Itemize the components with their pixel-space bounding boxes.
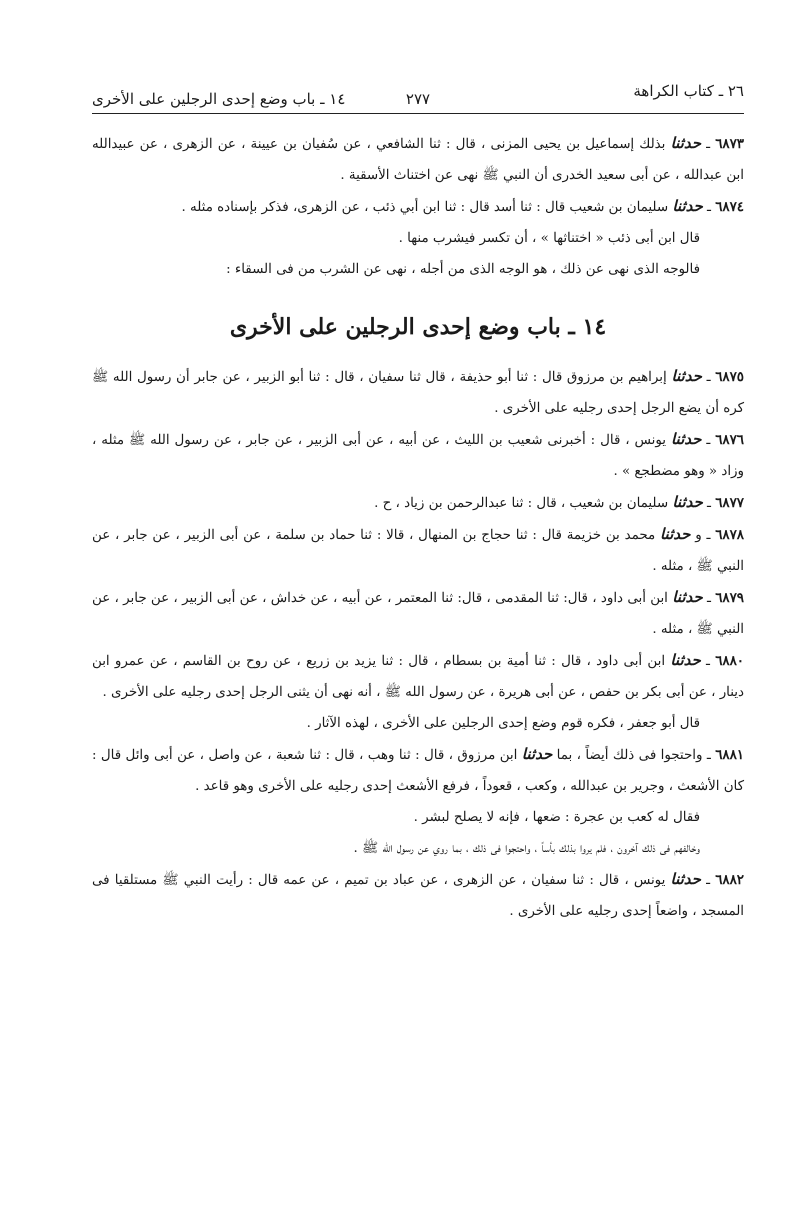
- hadith-prefix: و: [695, 528, 702, 543]
- commentary-text: فالوجه الذى نهى عن ذلك ، هو الوجه الذى من أجله ، نهى عن الشرب من فى السقاء :: [226, 262, 700, 277]
- hadith-text: إبراهيم بن مرزوق قال : ثنا أبو حذيفة ، قال ثنا سفيان ، قال : ثنا أبو الزبير ، عن جابر أن رسول الله ﷺ كره أن يضع الرجل إحدى رجليه على الأخرى .: [92, 370, 744, 416]
- keyword-haddathana: حدثنا: [672, 493, 703, 511]
- hadith-paragraph: ٦٨٧٣ ـ حدثنا بذلك إسماعيل بن يحيى المزنى ، قال : ثنا الشافعي ، عن سُفيان بن عيينة ، عن الزهرى ، عن عبيدالله ابن عبدالله ، عن أبى سعيد الخدرى أن النبي ﷺ نهى عن اختناث الأسقية .: [92, 134, 745, 183]
- hadith-number: ٦٨٨١: [715, 747, 744, 763]
- commentary-paragraph: [92, 802, 744, 833]
- hadith-number: ٦٨٨٠: [715, 653, 745, 669]
- hadith-text: ابن مرزوق ، قال : ثنا وهب ، قال : ثنا شعبة ، عن واصل ، عن أبى وائل قال : كان الأشعث ، وجرير بن عبدالله ، وكعب ، قعوداً ، فرفع الأشعث إحدى رجليه على الأخرى وهو قاعد .: [92, 748, 744, 794]
- hadith-paragraph: ٦٨٨٠ ـ حدثنا ابن أبى داود ، قال : ثنا أمية بن بسطام ، قال : ثنا يزيد بن زريع ، عن روح بن القاسم ، عن عمرو ابن دينار ، عن أبى بكر بن حفص ، عن أبى هريرة ، عن رسول الله ﷺ ، أنه نهى أن يثنى الرجل إحدى رجليه على الأخرى .: [92, 651, 745, 700]
- keyword-haddathana: حدثنا: [670, 430, 702, 448]
- hadith-number: ٦٨٧٣: [715, 136, 745, 152]
- header-section: ١٤ ـ باب وضع إحدى الرجلين على الأخرى: [92, 90, 346, 108]
- commentary-text: فقال له كعب بن عجرة : ضعها ، فإنه لا يصلح لبشر .: [413, 810, 700, 825]
- keyword-haddathana: حدثنا: [671, 367, 702, 385]
- hadith-prefix: واحتجوا فى ذلك أيضاً ، بما: [556, 748, 703, 763]
- keyword-haddathana: حدثنا: [670, 870, 701, 888]
- keyword-haddathana: حدثنا: [659, 525, 691, 543]
- keyword-haddathana: حدثنا: [670, 134, 701, 152]
- hadith-paragraph: ٦٨٨٢ ـ حدثنا يونس ، قال : ثنا سفيان ، عن الزهرى ، عن عباد بن تميم ، عن عمه قال : رأيت النبي ﷺ مستلقيا فى المسجد ، واضعاً إحدى رجليه على الأخرى .: [92, 870, 744, 919]
- commentary-paragraph: [92, 254, 744, 285]
- header-rule: [92, 113, 744, 114]
- commentary-text: قال ابن أبى ذئب « اختناثها » ، أن تكسر فيشرب منها .: [398, 231, 700, 246]
- hadith-text: يونس ، قال : أخبرنى شعيب بن الليث ، عن أبيه ، عن أبى الزبير ، عن جابر ، عن رسول الله ﷺ مثله ، وزاد « وهو مضطجع » .: [92, 433, 744, 479]
- hadith-text: سليمان بن شعيب ، قال : ثنا عبدالرحمن بن زياد ، ح .: [374, 496, 669, 511]
- hadith-paragraph: ٦٨٧٧ ـ حدثنا سليمان بن شعيب ، قال : ثنا عبدالرحمن بن زياد ، ح .: [374, 493, 744, 511]
- hadith-number: ٦٨٧٤: [715, 199, 744, 215]
- keyword-haddathana: حدثنا: [670, 651, 701, 669]
- hadith-number: ٦٨٧٧: [715, 495, 744, 511]
- hadith-paragraph: ٦٨٨١ ـ واحتجوا فى ذلك أيضاً ، بما حدثنا ابن مرزوق ، قال : ثنا وهب ، قال : ثنا شعبة ، عن واصل ، عن أبى وائل قال : كان الأشعث ، وجرير بن عبدالله ، وكعب ، قعوداً ، فرفع الأشعث إحدى رجليه على الأخرى وهو قاعد .: [92, 745, 744, 794]
- hadith-paragraph: ٦٨٧٨ ـ و حدثنا محمد بن خزيمة قال : ثنا حجاج بن المنهال ، قالا : ثنا حماد بن سلمة ، عن أبى الزبير ، عن جابر ، عن النبي ﷺ ، مثله .: [92, 525, 744, 574]
- hadith-text: ابن أبى داود ، قال: ثنا المقدمى ، قال: ثنا المعتمر ، عن أبيه ، عن خداش ، عن أبى الزبير ، عن جابر ، عن النبي ﷺ ، مثله .: [92, 591, 744, 637]
- hadith-number: ٦٨٧٦: [715, 432, 744, 448]
- keyword-haddathana: حدثنا: [521, 745, 553, 763]
- hadith-text: يونس ، قال : ثنا سفيان ، عن الزهرى ، عن عباد بن تميم ، عن عمه قال : رأيت النبي ﷺ مستلقيا فى المسجد ، واضعاً إحدى رجليه على الأخرى .: [92, 873, 744, 919]
- commentary-paragraph: [92, 708, 744, 739]
- page-body: [92, 128, 744, 927]
- hadith-text: بذلك إسماعيل بن يحيى المزنى ، قال : ثنا الشافعي ، عن سُفيان بن عيينة ، عن الزهرى ، عن عبيدالله ابن عبدالله ، عن أبى سعيد الخدرى أن النبي ﷺ نهى عن اختناث الأسقية .: [92, 137, 744, 183]
- commentary-paragraph: [92, 223, 744, 254]
- hadith-text: محمد بن خزيمة قال : ثنا حجاج بن المنهال ، قالا : ثنا حماد بن سلمة ، عن أبى الزبير ، عن جابر ، عن النبي ﷺ ، مثله .: [92, 528, 744, 574]
- hadith-number: ٦٨٧٨: [715, 527, 744, 543]
- keyword-haddathana: حدثنا: [672, 197, 703, 215]
- keyword-haddathana: حدثنا: [672, 588, 703, 606]
- commentary-text: قال أبو جعفر ، فكره قوم وضع إحدى الرجلين على الأخرى ، لهذه الآثار .: [306, 716, 700, 731]
- hadith-paragraph: ٦٨٧٩ ـ حدثنا ابن أبى داود ، قال: ثنا المقدمى ، قال: ثنا المعتمر ، عن أبيه ، عن خداش ، عن أبى الزبير ، عن جابر ، عن النبي ﷺ ، مثله .: [92, 588, 744, 637]
- hadith-text: سليمان بن شعيب قال : ثنا أسد قال : ثنا ابن أبي ذئب ، عن الزهرى، فذكر بإسناده مثله .: [181, 200, 669, 215]
- hadith-text: ابن أبى داود ، قال : ثنا أمية بن بسطام ، قال : ثنا يزيد بن زريع ، عن روح بن القاسم ، عن عمرو ابن دينار ، عن أبى بكر بن حفص ، عن أبى هريرة ، عن رسول الله ﷺ ، أنه نهى أن يثنى الرجل إحدى رجليه على الأخرى .: [92, 654, 744, 700]
- running-header: [92, 78, 744, 112]
- hadith-paragraph: ٦٨٧٥ ـ حدثنا إبراهيم بن مرزوق قال : ثنا أبو حذيفة ، قال ثنا سفيان ، قال : ثنا أبو الزبير ، عن جابر أن رسول الله ﷺ كره أن يضع الرجل إحدى رجليه على الأخرى .: [92, 367, 744, 416]
- commentary-text: وخالفهم فى ذلك آخرون ، فلم يروا بذلك بأساً ، واحتجوا فى ذلك ، بما روي عن رسول الله ﷺ .: [353, 841, 700, 856]
- hadith-number: ٦٨٧٥: [715, 369, 744, 385]
- hadith-number: ٦٨٧٩: [715, 590, 744, 606]
- hadith-number: ٦٨٨٢: [715, 872, 744, 888]
- hadith-paragraph: ٦٨٧٤ ـ حدثنا سليمان بن شعيب قال : ثنا أسد قال : ثنا ابن أبي ذئب ، عن الزهرى، فذكر بإسناده مثله .: [181, 197, 744, 215]
- commentary-paragraph: [92, 833, 744, 864]
- section-title: ١٤ ـ باب وضع إحدى الرجلين على الأخرى: [229, 314, 607, 340]
- page-number: ٢٧٧: [405, 90, 431, 108]
- header-chapter: ٢٦ ـ كتاب الكراهة: [633, 82, 744, 100]
- hadith-paragraph: ٦٨٧٦ ـ حدثنا يونس ، قال : أخبرنى شعيب بن الليث ، عن أبيه ، عن أبى الزبير ، عن جابر ، عن رسول الله ﷺ مثله ، وزاد « وهو مضطجع » .: [92, 430, 744, 479]
